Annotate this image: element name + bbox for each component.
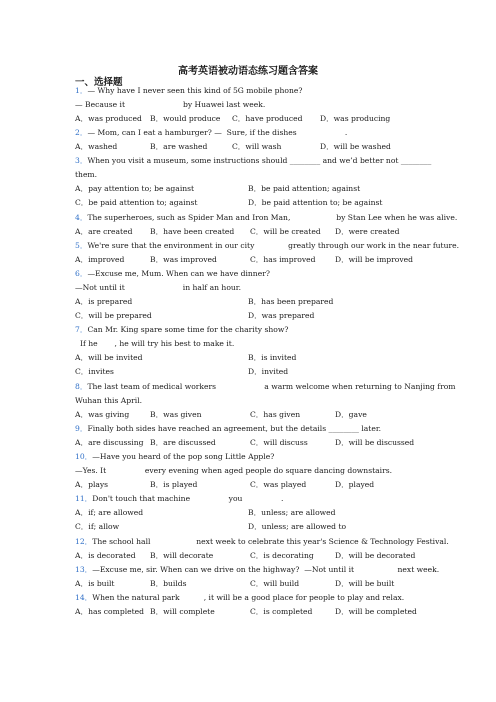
question-number: 8． [75, 382, 88, 391]
question-2 [75, 128, 347, 138]
question-number: 13． [75, 565, 93, 574]
option-d: D．were created [335, 227, 400, 236]
option-c: C．will be prepared [75, 311, 152, 320]
question-4 [75, 213, 457, 223]
option-c: C．will discuss [250, 438, 308, 447]
option-c: C．has improved [250, 255, 316, 264]
option-b: B．was improved [150, 255, 217, 264]
option-b: B．are washed [150, 142, 208, 151]
option-a: A．are created [75, 227, 133, 236]
question-stem: The last team of medical workers a warm welcome when returning to Nanjing from [87, 382, 456, 391]
option-a: A．was produced [75, 114, 142, 123]
option-d: D．was prepared [248, 311, 315, 320]
option-b: B．will decorate [150, 551, 214, 560]
option-a: A．is prepared [75, 297, 133, 306]
option-d: D．gave [335, 410, 367, 419]
option-a: A．are discussing [75, 438, 144, 447]
option-a: A．has completed [75, 607, 145, 616]
question-1 [75, 86, 302, 96]
question-14 [75, 593, 404, 603]
question-13 [75, 565, 439, 575]
option-d: D．will be decorated [335, 551, 416, 560]
question-number: 9． [75, 424, 88, 433]
question-stem: — Why have I never seen this kind of 5G mobile phone? [87, 86, 303, 95]
question-number: 14． [75, 593, 93, 602]
question-stem-line2: —Not until it in half an hour. [75, 283, 241, 292]
question-8 [75, 382, 456, 392]
page-title: 高考英语被动语态练习题含答案 [178, 66, 318, 77]
option-b: B．was given [150, 410, 202, 419]
question-stem: Can Mr. King spare some time for the charity show? [87, 325, 289, 334]
question-3 [75, 156, 431, 166]
option-c: C．is decorating [250, 551, 314, 560]
question-stem: We're sure that the environment in our city greatly through our work in the near future. [87, 241, 459, 250]
option-b: B．would produce [150, 114, 221, 123]
question-number: 6． [75, 269, 88, 278]
question-stem: Finally both sides have reached an agreement, but the details ________ later. [87, 424, 382, 433]
question-number: 12． [75, 537, 93, 546]
option-c: C．will wash [232, 142, 282, 151]
option-b: B．is played [150, 480, 198, 489]
option-d: D．will be built [335, 579, 395, 588]
option-a: A．will be invited [75, 353, 143, 362]
question-9 [75, 424, 381, 434]
question-number: 4． [75, 213, 88, 222]
question-number: 3． [75, 156, 88, 165]
question-stem: The school hall next week to celebrate this year's Science & Technology Festival. [92, 537, 449, 546]
option-c: C．was played [250, 480, 307, 489]
option-b: B．are discussed [150, 438, 216, 447]
option-c: C．have produced [232, 114, 303, 123]
option-c: C．be paid attention to; against [75, 198, 198, 207]
option-d: D．will be completed [335, 607, 417, 616]
question-number: 7． [75, 325, 88, 334]
option-b: B．has been prepared [248, 297, 334, 306]
option-c: C．will be created [250, 227, 321, 236]
option-d: D．invited [248, 367, 289, 376]
question-stem: When the natural park , it will be a good place for people to play and relax. [92, 593, 405, 602]
option-b: B．builds [150, 579, 187, 588]
question-7 [75, 325, 288, 335]
question-stem: —Excuse me, Mum. When can we have dinner? [87, 269, 270, 278]
section-heading: 一、选择题 [75, 77, 123, 88]
question-6 [75, 269, 270, 279]
option-d: D．be paid attention to; be against [248, 198, 383, 207]
option-a: A．washed [75, 142, 118, 151]
question-stem: — Mom, can I eat a hamburger? — Sure, if the dishes . [87, 128, 348, 137]
option-a: A．if; are allowed [75, 508, 144, 517]
option-d: D．will be improved [335, 255, 413, 264]
question-11 [75, 494, 283, 504]
option-d: D．unless; are allowed to [248, 522, 347, 531]
question-12 [75, 537, 449, 547]
option-c: C．will build [250, 579, 300, 588]
option-c: C．invites [75, 367, 114, 376]
option-c: C．is completed [250, 607, 313, 616]
option-d: D．will be discussed [335, 438, 415, 447]
question-stem-line2: —Yes. It every evening when aged people do square dancing downstairs. [75, 466, 393, 475]
question-10 [75, 452, 274, 462]
question-stem: When you visit a museum, some instructions should ________ and we’d better not ________ [87, 156, 432, 165]
question-stem-line2: If he , he will try his best to make it. [80, 339, 235, 348]
option-b: B．have been created [150, 227, 235, 236]
option-a: A．pay attention to; be against [75, 184, 195, 193]
option-d: D．will be washed [320, 142, 391, 151]
option-a: A．improved [75, 255, 125, 264]
question-stem: —Have you heard of the pop song Little Apple? [92, 452, 275, 461]
option-a: A．plays [75, 480, 109, 489]
option-b: B．unless; are allowed [248, 508, 336, 517]
option-a: A．was giving [75, 410, 130, 419]
question-number: 2． [75, 128, 88, 137]
question-number: 5． [75, 241, 88, 250]
option-c: C．has given [250, 410, 301, 419]
option-b: B．is invited [248, 353, 297, 362]
question-number: 11． [75, 494, 93, 503]
option-d: D．was producing [320, 114, 391, 123]
question-stem: Don't touch that machine you . [92, 494, 284, 503]
option-b: B．will complete [150, 607, 215, 616]
option-d: D．played [335, 480, 375, 489]
question-stem: —Excuse me, sir. When can we drive on the highway? —Not until it next week. [92, 565, 440, 574]
question-stem: The superheroes, such as Spider Man and Iron Man, by Stan Lee when he was alive. [87, 213, 458, 222]
question-number: 1． [75, 86, 88, 95]
option-b: B．be paid attention; against [248, 184, 361, 193]
question-5 [75, 241, 459, 251]
question-stem-line2: them. [75, 170, 98, 179]
question-number: 10． [75, 452, 93, 461]
option-a: A．is built [75, 579, 115, 588]
question-stem-line2: — Because it by Huawei last week. [75, 100, 266, 109]
option-c: C．if; allow [75, 522, 120, 531]
question-stem-line2: Wuhan this April. [75, 396, 143, 405]
option-a: A．is decorated [75, 551, 136, 560]
